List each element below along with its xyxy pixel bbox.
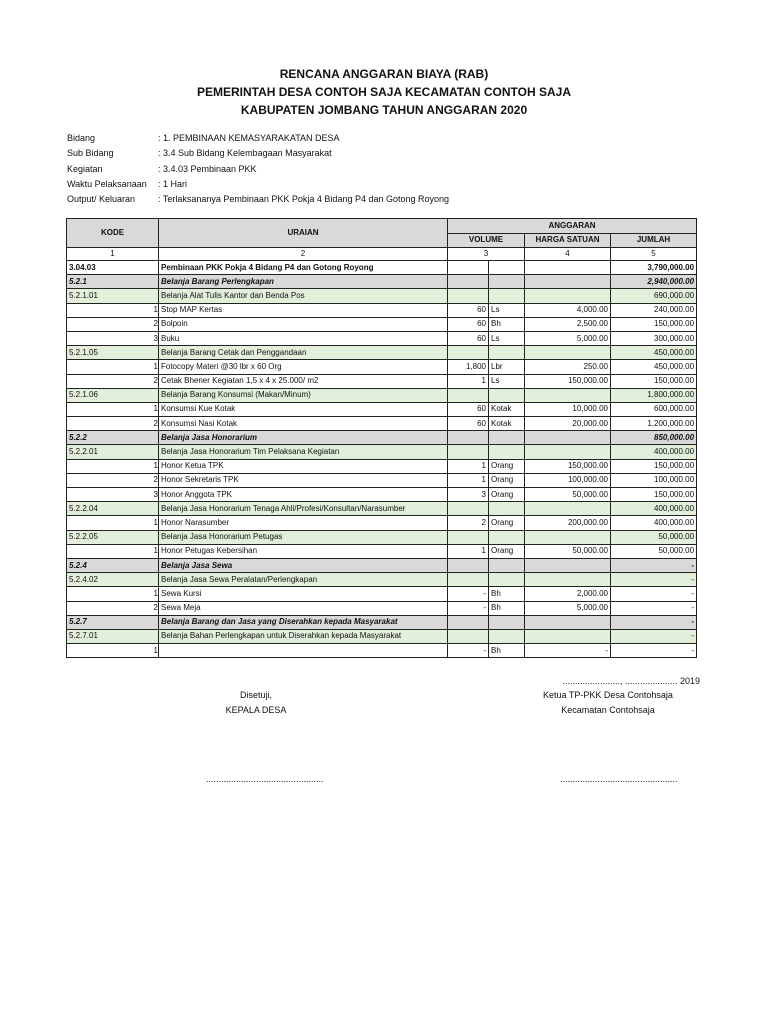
- cell-volume: -: [448, 587, 489, 601]
- cell-uraian: Honor Narasumber: [159, 516, 448, 530]
- table-row: [67, 601, 697, 615]
- cell-satuan: Orang: [489, 459, 525, 473]
- cell-harga: 20,000.00: [525, 417, 611, 431]
- cell-volume: 1: [448, 459, 489, 473]
- table-row: [67, 431, 697, 445]
- cell-harga: 10,000.00: [525, 402, 611, 416]
- cell-jumlah: -: [611, 629, 697, 643]
- table-row: [67, 360, 697, 374]
- cell-uraian: Honor Anggota TPK: [159, 488, 448, 502]
- cell-harga: 5,000.00: [525, 601, 611, 615]
- cell-kode: 5.2.2.05: [67, 530, 154, 544]
- cell-harga: 50,000.00: [525, 544, 611, 558]
- approval-label: Disetuji,: [239, 690, 272, 700]
- cell-satuan: [489, 275, 525, 289]
- cell-satuan: [489, 445, 525, 459]
- cell-no: 1: [154, 402, 159, 416]
- cell-uraian: Stop MAP Kertas: [159, 303, 448, 317]
- cell-harga: [525, 558, 611, 572]
- cell-kode: [67, 360, 154, 374]
- column-index: 3: [448, 248, 525, 261]
- cell-volume: 1: [448, 544, 489, 558]
- cell-kode: [67, 303, 154, 317]
- cell-jumlah: 600,000.00: [611, 402, 697, 416]
- table-row: [67, 402, 697, 416]
- cell-no: 3: [154, 331, 159, 345]
- cell-kode: [67, 473, 154, 487]
- cell-satuan: Orang: [489, 488, 525, 502]
- cell-harga: 250.00: [525, 360, 611, 374]
- budget-table: [66, 218, 697, 658]
- cell-harga: [525, 431, 611, 445]
- column-index: 1: [67, 248, 159, 261]
- cell-volume: 1,800: [448, 360, 489, 374]
- cell-uraian: Belanja Barang Cetak dan Penggandaan: [159, 346, 448, 360]
- cell-kode: 5.2.4.02: [67, 573, 154, 587]
- table-row: [67, 459, 697, 473]
- cell-uraian: Belanja Jasa Honorarium Tim Pelaksana Kegiatan: [159, 445, 448, 459]
- cell-uraian: Sewa Meja: [159, 601, 448, 615]
- cell-harga: [525, 289, 611, 303]
- cell-harga: -: [525, 644, 611, 658]
- table-row: [67, 488, 697, 502]
- info-row: [67, 194, 449, 209]
- table-row: [67, 289, 697, 303]
- table-row: [67, 275, 697, 289]
- cell-uraian: [159, 644, 448, 658]
- cell-no: 1: [154, 516, 159, 530]
- cell-harga: [525, 629, 611, 643]
- cell-satuan: [489, 289, 525, 303]
- cell-kode: [67, 644, 154, 658]
- cell-jumlah: 400,000.00: [611, 502, 697, 516]
- cell-uraian: Belanja Barang dan Jasa yang Diserahkan kepada Masyarakat: [159, 615, 448, 629]
- table-row: [67, 530, 697, 544]
- cell-satuan: Bh: [489, 644, 525, 658]
- cell-no: 1: [154, 303, 159, 317]
- cell-harga: [525, 388, 611, 402]
- info-row: [67, 148, 449, 163]
- cell-harga: 50,000.00: [525, 488, 611, 502]
- village-head-title: KEPALA DESA: [225, 705, 287, 715]
- cell-harga: 5,000.00: [525, 331, 611, 345]
- info-label: Sub Bidang: [67, 148, 114, 159]
- cell-volume: [448, 629, 489, 643]
- cell-no: 1: [154, 587, 159, 601]
- cell-satuan: [489, 573, 525, 587]
- cell-uraian: Honor Sekretaris TPK: [159, 473, 448, 487]
- table-row: [67, 644, 697, 658]
- cell-jumlah: 1,800,000.00: [611, 388, 697, 402]
- cell-uraian: Sewa Kursi: [159, 587, 448, 601]
- cell-satuan: Lbr: [489, 360, 525, 374]
- cell-volume: [448, 261, 489, 275]
- cell-jumlah: 3,790,000.00: [611, 261, 697, 275]
- header-harga-satuan: HARGA SATUAN: [525, 233, 611, 248]
- cell-jumlah: 1,200,000.00: [611, 417, 697, 431]
- cell-jumlah: 400,000.00: [611, 445, 697, 459]
- cell-satuan: Kotak: [489, 417, 525, 431]
- cell-kode: 5.2.4: [67, 558, 154, 572]
- cell-volume: [448, 388, 489, 402]
- cell-jumlah: -: [611, 587, 697, 601]
- cell-satuan: [489, 346, 525, 360]
- cell-kode: 5.2.2.04: [67, 502, 154, 516]
- cell-jumlah: 400,000.00: [611, 516, 697, 530]
- signature-line-right: ...............................................: [560, 774, 678, 784]
- info-value: : 3.4.03 Pembinaan PKK: [158, 163, 257, 174]
- header-anggaran: ANGGARAN: [448, 219, 697, 234]
- cell-uraian: Pembinaan PKK Pokja 4 Bidang P4 dan Gotong Royong: [159, 261, 448, 275]
- info-row: [67, 179, 449, 194]
- cell-harga: [525, 445, 611, 459]
- cell-jumlah: 150,000.00: [611, 374, 697, 388]
- cell-no: 3: [154, 488, 159, 502]
- info-label: Output/ Keluaran: [67, 194, 136, 205]
- cell-kode: [67, 516, 154, 530]
- cell-no: 1: [154, 459, 159, 473]
- cell-volume: [448, 289, 489, 303]
- cell-kode: 5.2.1: [67, 275, 154, 289]
- table-row: [67, 516, 697, 530]
- cell-no: 2: [154, 417, 159, 431]
- subdistrict-label: Kecamatan Contohsaja: [561, 705, 655, 715]
- cell-satuan: [489, 388, 525, 402]
- table-row: [67, 502, 697, 516]
- cell-kode: [67, 488, 154, 502]
- cell-volume: -: [448, 644, 489, 658]
- cell-satuan: [489, 615, 525, 629]
- cell-jumlah: 450,000.00: [611, 346, 697, 360]
- cell-satuan: Ls: [489, 331, 525, 345]
- cell-uraian: Honor Petugas Kebersihan: [159, 544, 448, 558]
- cell-volume: [448, 346, 489, 360]
- cell-kode: [67, 317, 154, 331]
- cell-satuan: [489, 558, 525, 572]
- cell-volume: 60: [448, 331, 489, 345]
- cell-harga: [525, 615, 611, 629]
- column-index: 2: [159, 248, 448, 261]
- table-row: [67, 261, 697, 275]
- cell-no: 2: [154, 473, 159, 487]
- cell-satuan: [489, 629, 525, 643]
- cell-kode: [67, 417, 154, 431]
- cell-kode: [67, 459, 154, 473]
- info-row: [67, 133, 449, 148]
- header-uraian: URAIAN: [159, 219, 448, 248]
- cell-kode: 5.2.1.06: [67, 388, 154, 402]
- cell-volume: 1: [448, 374, 489, 388]
- cell-volume: [448, 615, 489, 629]
- cell-kode: 5.2.7: [67, 615, 154, 629]
- activity-info: [67, 133, 449, 209]
- cell-jumlah: -: [611, 615, 697, 629]
- cell-volume: [448, 502, 489, 516]
- info-value: : 3.4 Sub Bidang Kelembagaan Masyarakat: [158, 148, 332, 159]
- cell-volume: [448, 275, 489, 289]
- cell-jumlah: 100,000.00: [611, 473, 697, 487]
- cell-uraian: Buku: [159, 331, 448, 345]
- column-index: 5: [611, 248, 697, 261]
- signature-date: ......................., ..................... 2019: [562, 676, 700, 686]
- cell-volume: [448, 530, 489, 544]
- cell-harga: 2,500.00: [525, 317, 611, 331]
- cell-volume: 1: [448, 473, 489, 487]
- table-row: [67, 417, 697, 431]
- cell-harga: 100,000.00: [525, 473, 611, 487]
- cell-harga: 150,000.00: [525, 459, 611, 473]
- cell-kode: 5.2.1.05: [67, 346, 154, 360]
- cell-jumlah: 150,000.00: [611, 488, 697, 502]
- cell-jumlah: 150,000.00: [611, 317, 697, 331]
- table-row: [67, 615, 697, 629]
- cell-volume: 2: [448, 516, 489, 530]
- cell-uraian: Belanja Alat Tulis Kantor dan Benda Pos: [159, 289, 448, 303]
- cell-harga: [525, 261, 611, 275]
- cell-jumlah: 240,000.00: [611, 303, 697, 317]
- cell-kode: [67, 402, 154, 416]
- cell-kode: 5.2.2.01: [67, 445, 154, 459]
- table-row: [67, 558, 697, 572]
- cell-uraian: Belanja Bahan Perlengkapan untuk Diserahkan kepada Masyarakat: [159, 629, 448, 643]
- cell-satuan: [489, 502, 525, 516]
- cell-kode: [67, 331, 154, 345]
- cell-harga: [525, 502, 611, 516]
- cell-jumlah: 300,000.00: [611, 331, 697, 345]
- cell-kode: [67, 374, 154, 388]
- table-row: [67, 629, 697, 643]
- header-jumlah: JUMLAH: [611, 233, 697, 248]
- cell-harga: [525, 275, 611, 289]
- cell-kode: 5.2.2: [67, 431, 154, 445]
- cell-uraian: Belanja Jasa Honorarium Tenaga Ahli/Profesi/Konsultan/Narasumber: [159, 502, 448, 516]
- cell-volume: -: [448, 601, 489, 615]
- cell-uraian: Belanja Barang Konsumsi (Makan/Minum): [159, 388, 448, 402]
- cell-kode: [67, 544, 154, 558]
- cell-uraian: Cetak Bhener Kegiatan 1,5 x 4 x 25.000/ m2: [159, 374, 448, 388]
- cell-no: 2: [154, 317, 159, 331]
- cell-satuan: Bh: [489, 587, 525, 601]
- cell-jumlah: 850,000.00: [611, 431, 697, 445]
- cell-no: 2: [154, 374, 159, 388]
- table-row: [67, 388, 697, 402]
- cell-jumlah: 50,000.00: [611, 530, 697, 544]
- cell-jumlah: 150,000.00: [611, 459, 697, 473]
- table-row: [67, 473, 697, 487]
- cell-volume: 60: [448, 303, 489, 317]
- cell-volume: [448, 445, 489, 459]
- cell-jumlah: 690,000.00: [611, 289, 697, 303]
- column-index: 4: [525, 248, 611, 261]
- cell-harga: [525, 346, 611, 360]
- doc-title: RENCANA ANGGARAN BIAYA (RAB): [279, 67, 489, 81]
- cell-volume: [448, 431, 489, 445]
- cell-uraian: Belanja Barang Perlengkapan: [159, 275, 448, 289]
- cell-satuan: Ls: [489, 374, 525, 388]
- cell-satuan: [489, 431, 525, 445]
- cell-jumlah: 450,000.00: [611, 360, 697, 374]
- cell-harga: 200,000.00: [525, 516, 611, 530]
- header-volume: VOLUME: [448, 233, 525, 248]
- table-row: [67, 374, 697, 388]
- table-row: [67, 573, 697, 587]
- cell-jumlah: 50,000.00: [611, 544, 697, 558]
- cell-jumlah: -: [611, 601, 697, 615]
- cell-volume: [448, 558, 489, 572]
- cell-kode: 5.2.1.01: [67, 289, 154, 303]
- cell-volume: 3: [448, 488, 489, 502]
- pkk-chair-title: Ketua TP-PKK Desa Contohsaja: [543, 690, 673, 700]
- info-row: [67, 164, 449, 179]
- cell-satuan: Bh: [489, 317, 525, 331]
- cell-uraian: Belanja Jasa Sewa: [159, 558, 448, 572]
- cell-uraian: Belanja Jasa Honorarium Petugas: [159, 530, 448, 544]
- info-label: Kegiatan: [67, 163, 103, 174]
- doc-subtitle-regency: KABUPATEN JOMBANG TAHUN ANGGARAN 2020: [240, 103, 528, 117]
- cell-jumlah: -: [611, 558, 697, 572]
- info-label: Bidang: [67, 133, 96, 143]
- table-row: [67, 346, 697, 360]
- cell-uraian: Konsumsi Nasi Kotak: [159, 417, 448, 431]
- cell-satuan: [489, 261, 525, 275]
- cell-uraian: Belanja Jasa Sewa Peralatan/Perlengkapan: [159, 573, 448, 587]
- table-row: [67, 317, 697, 331]
- cell-satuan: Kotak: [489, 402, 525, 416]
- cell-no: 2: [154, 601, 159, 615]
- doc-subtitle-government: PEMERINTAH DESA CONTOH SAJA KECAMATAN CONTOH SAJA: [196, 85, 572, 99]
- cell-harga: [525, 573, 611, 587]
- cell-kode: 3.04.03: [67, 261, 154, 275]
- table-row: [67, 445, 697, 459]
- cell-jumlah: -: [611, 573, 697, 587]
- cell-volume: 60: [448, 402, 489, 416]
- info-value: : 1. PEMBINAAN KEMASYARAKATAN DESA: [158, 133, 340, 143]
- cell-volume: 60: [448, 317, 489, 331]
- cell-satuan: [489, 530, 525, 544]
- cell-satuan: Orang: [489, 516, 525, 530]
- info-value: : 1 Hari: [158, 178, 188, 189]
- cell-no: 1: [154, 360, 159, 374]
- info-label: Waktu Pelaksanaan: [67, 178, 147, 189]
- cell-harga: [525, 530, 611, 544]
- cell-uraian: Fotocopy Materi @30 lbr x 60 Org: [159, 360, 448, 374]
- cell-kode: [67, 587, 154, 601]
- cell-harga: 2,000.00: [525, 587, 611, 601]
- cell-harga: 4,000.00: [525, 303, 611, 317]
- cell-no: 1: [154, 644, 159, 658]
- cell-satuan: Ls: [489, 303, 525, 317]
- cell-satuan: Bh: [489, 601, 525, 615]
- cell-harga: 150,000.00: [525, 374, 611, 388]
- cell-satuan: Orang: [489, 544, 525, 558]
- cell-uraian: Bolpoin: [159, 317, 448, 331]
- header-kode: KODE: [67, 219, 159, 248]
- table-row: [67, 544, 697, 558]
- cell-volume: [448, 573, 489, 587]
- cell-no: 1: [154, 544, 159, 558]
- cell-uraian: Honor Ketua TPK: [159, 459, 448, 473]
- cell-jumlah: 2,940,000.00: [611, 275, 697, 289]
- cell-uraian: Konsumsi Kue Kotak: [159, 402, 448, 416]
- cell-kode: 5.2.7.01: [67, 629, 154, 643]
- table-row: [67, 303, 697, 317]
- cell-kode: [67, 601, 154, 615]
- table-row: [67, 331, 697, 345]
- cell-uraian: Belanja Jasa Honorarium: [159, 431, 448, 445]
- table-row: [67, 587, 697, 601]
- cell-jumlah: -: [611, 644, 697, 658]
- signature-line-left: ...............................................: [206, 774, 324, 784]
- cell-satuan: Orang: [489, 473, 525, 487]
- cell-volume: 60: [448, 417, 489, 431]
- info-value: : Terlaksananya Pembinaan PKK Pokja 4 Bidang P4 dan Gotong Royong: [158, 194, 450, 205]
